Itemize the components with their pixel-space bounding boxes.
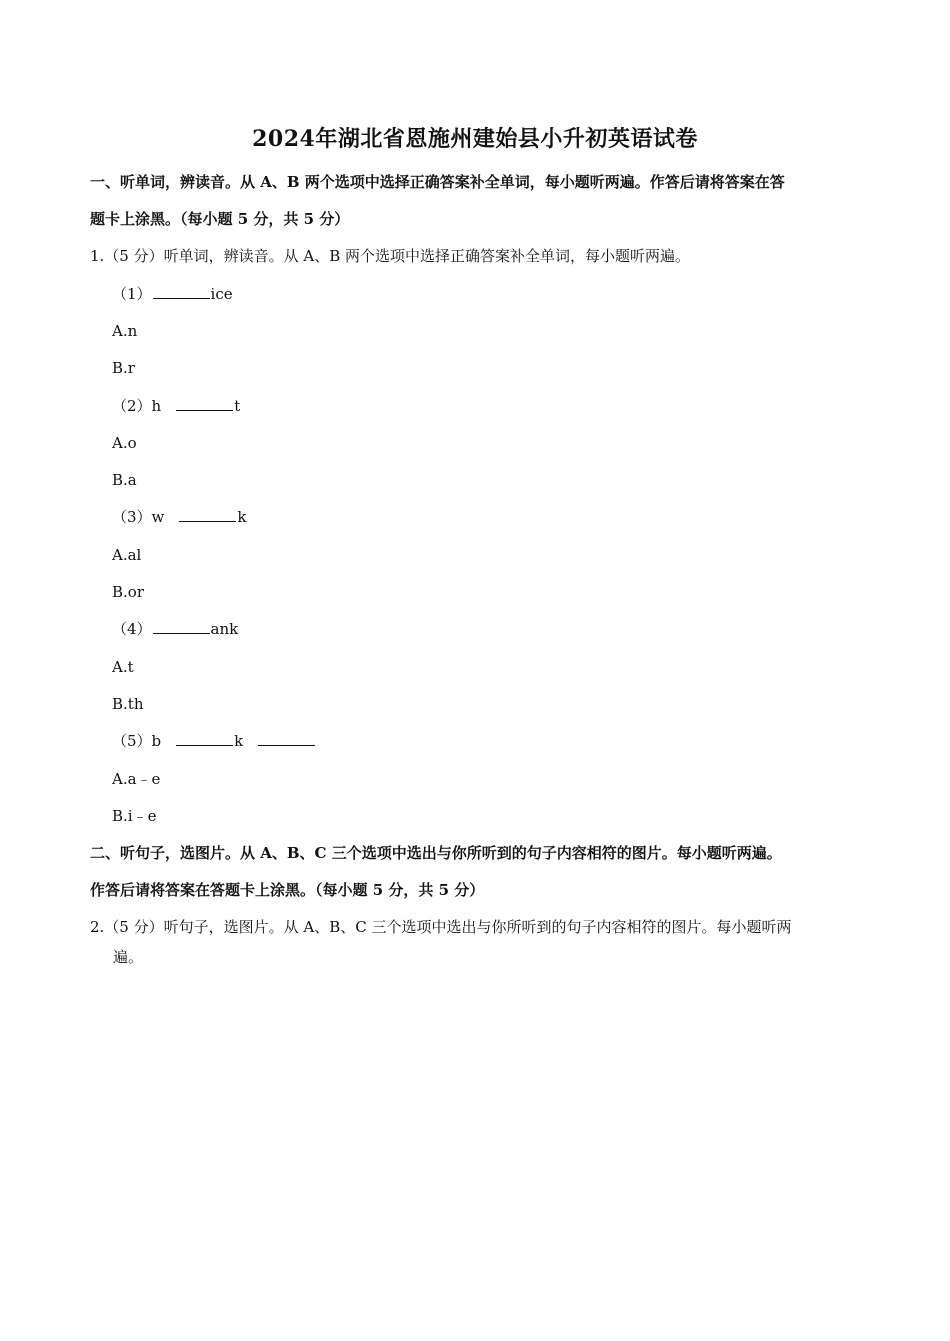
item-5-number: （5） — [112, 732, 152, 750]
item-3-prefix: w — [151, 508, 165, 526]
item-1 — [112, 284, 233, 304]
item-4 — [112, 619, 238, 639]
question-2-stem-line2: 遍。 — [113, 948, 144, 966]
item-5-blank-2 — [258, 731, 315, 746]
item-5-suffix: k — [234, 732, 244, 750]
section-2-heading — [90, 835, 865, 909]
item-5-option-a: A.a﹣e — [112, 770, 161, 788]
item-2-option-b: B.a — [112, 471, 137, 489]
section-1-heading-line2: 题卡上涂黑。（每小题 5 分，共 5 分） — [90, 210, 350, 228]
item-3-number: （3） — [112, 508, 152, 526]
item-4-suffix: ank — [210, 620, 239, 638]
item-2-option-a: A.o — [112, 434, 137, 452]
item-3-option-b: B.or — [112, 583, 144, 601]
item-3-blank — [179, 507, 236, 522]
question-2-stem — [90, 912, 865, 972]
section-2-heading-line2: 作答后请将答案在答题卡上涂黑。（每小题 5 分，共 5 分） — [90, 881, 485, 899]
item-5-option-b: B.i﹣e — [112, 807, 157, 825]
item-2-prefix: h — [151, 397, 162, 415]
item-3-suffix: k — [237, 508, 247, 526]
item-2-suffix: t — [234, 397, 241, 415]
item-1-blank — [153, 284, 210, 299]
section-2-heading-line1: 二、听句子，选图片。从 A、B、C 三个选项中选出与你所听到的句子内容相符的图片。每小题听两遍。 — [90, 844, 782, 862]
item-4-option-a: A.t — [112, 658, 134, 676]
item-4-option-b: B.th — [112, 695, 144, 713]
section-1-heading — [90, 164, 865, 238]
item-4-number: （4） — [112, 620, 152, 638]
item-1-option-b: B.r — [112, 359, 135, 377]
item-1-number: （1） — [112, 285, 152, 303]
page-title: 2024年湖北省恩施州建始县小升初英语试卷 — [252, 126, 698, 152]
question-1-stem: 1.（5 分）听单词，辨读音。从 A、B 两个选项中选择正确答案补全单词，每小题听两遍。 — [90, 247, 691, 265]
item-1-suffix: ice — [210, 285, 233, 303]
item-2 — [112, 396, 240, 416]
item-1-option-a: A.n — [112, 322, 138, 340]
item-5-prefix: b — [151, 732, 162, 750]
item-5 — [112, 731, 316, 751]
item-2-number: （2） — [112, 397, 152, 415]
section-1-heading-line1: 一、听单词，辨读音。从 A、B 两个选项中选择正确答案补全单词，每小题听两遍。作答后请将答案在答 — [90, 173, 785, 191]
item-3-option-a: A.al — [112, 546, 142, 564]
item-5-blank-1 — [176, 731, 233, 746]
item-3 — [112, 507, 246, 527]
item-2-blank — [176, 396, 233, 411]
item-4-blank — [153, 619, 210, 634]
question-2-stem-line1: 2.（5 分）听句子，选图片。从 A、B、C 三个选项中选出与你所听到的句子内容相符的图片。每小题听两 — [90, 918, 792, 936]
